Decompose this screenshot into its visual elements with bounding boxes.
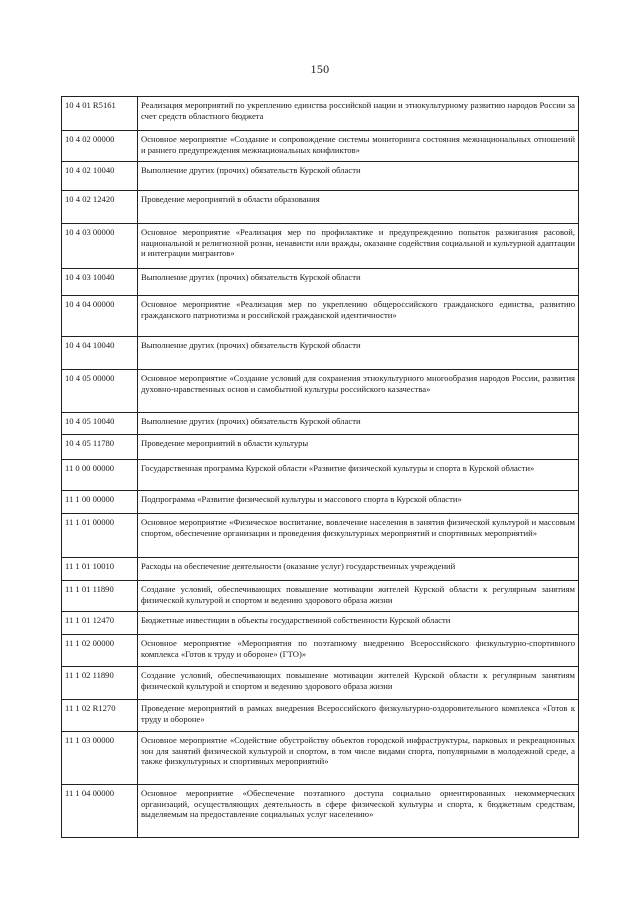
item-description: Выполнение других (прочих) обязательств Курской области xyxy=(138,337,579,370)
item-description: Основное мероприятие «Физическое воспитание, вовлечение населения в занятия физической культурой и массовым спортом, обеспечение организации и проведения физкультурных мероприятий и спортивных мероприятий» xyxy=(138,514,579,558)
table-row xyxy=(62,337,579,370)
table-row xyxy=(62,97,579,131)
classification-code: 10 4 02 10040 xyxy=(62,162,138,191)
item-description: Основное мероприятие «Содействие обустройству объектов городской инфраструктуры, парковых и рекреационных зон для занятий физической культурой и спортом, в том числе видами спорта, популярными в молодежной среде, а также физкультурных и спортивных мероприятий» xyxy=(138,732,579,785)
table-row xyxy=(62,581,579,612)
classification-code: 11 1 04 00000 xyxy=(62,785,138,838)
item-description: Выполнение других (прочих) обязательств Курской области xyxy=(138,162,579,191)
item-description: Расходы на обеспечение деятельности (оказание услуг) государственных учреждений xyxy=(138,558,579,581)
table-row xyxy=(62,370,579,413)
table-row xyxy=(62,162,579,191)
item-description: Выполнение других (прочих) обязательств Курской области xyxy=(138,269,579,296)
classification-code: 11 1 01 10010 xyxy=(62,558,138,581)
classification-code: 11 0 00 00000 xyxy=(62,460,138,491)
table-body xyxy=(62,97,579,838)
classification-code: 11 1 01 12470 xyxy=(62,612,138,635)
item-description: Создание условий, обеспечивающих повышение мотивации жителей Курской области к регулярным занятиям физической культурой и спортом и ведению здорового образа жизни xyxy=(138,667,579,700)
table-row xyxy=(62,635,579,667)
item-description: Основное мероприятие «Создание и сопровождение системы мониторинга состояния межнациональных отношений и раннего предупреждения межнациональных конфликтов» xyxy=(138,131,579,162)
item-description: Основное мероприятие «Мероприятия по поэтапному внедрению Всероссийского физкультурно-спортивного комплекса «Готов к труду и обороне» (ГТО)» xyxy=(138,635,579,667)
classification-code: 10 4 03 00000 xyxy=(62,224,138,269)
classification-code: 11 1 01 11890 xyxy=(62,581,138,612)
classification-code: 11 1 02 11890 xyxy=(62,667,138,700)
classification-code: 10 4 02 00000 xyxy=(62,131,138,162)
item-description: Основное мероприятие «Обеспечение поэтапного доступа социально ориентированных некоммерческих организаций, осуществляющих деятельность в сфере физической культуры и спорта, к бюджетным средствам, выделяемым на предоставление социальных услуг населению» xyxy=(138,785,579,838)
table-row xyxy=(62,700,579,732)
classification-code: 10 4 03 10040 xyxy=(62,269,138,296)
table-row xyxy=(62,785,579,838)
item-description: Проведение мероприятий в области культуры xyxy=(138,435,579,460)
table-row xyxy=(62,558,579,581)
table-row xyxy=(62,269,579,296)
classification-code: 10 4 04 10040 xyxy=(62,337,138,370)
item-description: Подпрограмма «Развитие физической культуры и массового спорта в Курской области» xyxy=(138,491,579,514)
item-description: Проведение мероприятий в рамках внедрения Всероссийского физкультурно-оздоровительного комплекса «Готов к труду и обороне» xyxy=(138,700,579,732)
classification-code: 10 4 05 11780 xyxy=(62,435,138,460)
classification-code: 10 4 02 12420 xyxy=(62,191,138,224)
budget-code-table xyxy=(61,96,579,838)
table-row xyxy=(62,514,579,558)
classification-code: 11 1 02 R1270 xyxy=(62,700,138,732)
item-description: Проведение мероприятий в области образования xyxy=(138,191,579,224)
classification-code: 10 4 04 00000 xyxy=(62,296,138,337)
table-row xyxy=(62,296,579,337)
table-row xyxy=(62,667,579,700)
table-row xyxy=(62,191,579,224)
item-description: Создание условий, обеспечивающих повышение мотивации жителей Курской области к регулярным занятиям физической культурой и спортом и ведению здорового образа жизни xyxy=(138,581,579,612)
item-description: Выполнение других (прочих) обязательств Курской области xyxy=(138,413,579,435)
classification-code: 10 4 05 00000 xyxy=(62,370,138,413)
classification-code: 11 1 03 00000 xyxy=(62,732,138,785)
item-description: Государственная программа Курской области «Развитие физической культуры и спорта в Курской области» xyxy=(138,460,579,491)
item-description: Основное мероприятие «Реализация мер по профилактике и предупреждению попыток разжигания расовой, национальной и религиозной розни, ненависти или вражды, оказание содействия социальной и культурной адаптации и интеграции мигрантов» xyxy=(138,224,579,269)
page-number: 150 xyxy=(310,62,330,76)
table-row xyxy=(62,413,579,435)
classification-code: 10 4 01 R5161 xyxy=(62,97,138,131)
classification-code: 10 4 05 10040 xyxy=(62,413,138,435)
classification-code: 11 1 02 00000 xyxy=(62,635,138,667)
item-description: Основное мероприятие «Реализация мер по укреплению общероссийского гражданского единства, развитию гражданского патриотизма и российской гражданской идентичности» xyxy=(138,296,579,337)
item-description: Основное мероприятие «Создание условий для сохранения этнокультурного многообразия народов России, развития духовно-нравственных основ и самобытной культуры российского казачества» xyxy=(138,370,579,413)
table-row xyxy=(62,732,579,785)
item-description: Реализация мероприятий по укреплению единства российской нации и этнокультурному развитию народов России за счет средств областного бюджета xyxy=(138,97,579,131)
table-row xyxy=(62,435,579,460)
classification-code: 11 1 01 00000 xyxy=(62,514,138,558)
table-row xyxy=(62,491,579,514)
table-row xyxy=(62,131,579,162)
table-row xyxy=(62,612,579,635)
item-description: Бюджетные инвестиции в объекты государственной собственности Курской области xyxy=(138,612,579,635)
table-row xyxy=(62,460,579,491)
classification-code: 11 1 00 00000 xyxy=(62,491,138,514)
table-row xyxy=(62,224,579,269)
